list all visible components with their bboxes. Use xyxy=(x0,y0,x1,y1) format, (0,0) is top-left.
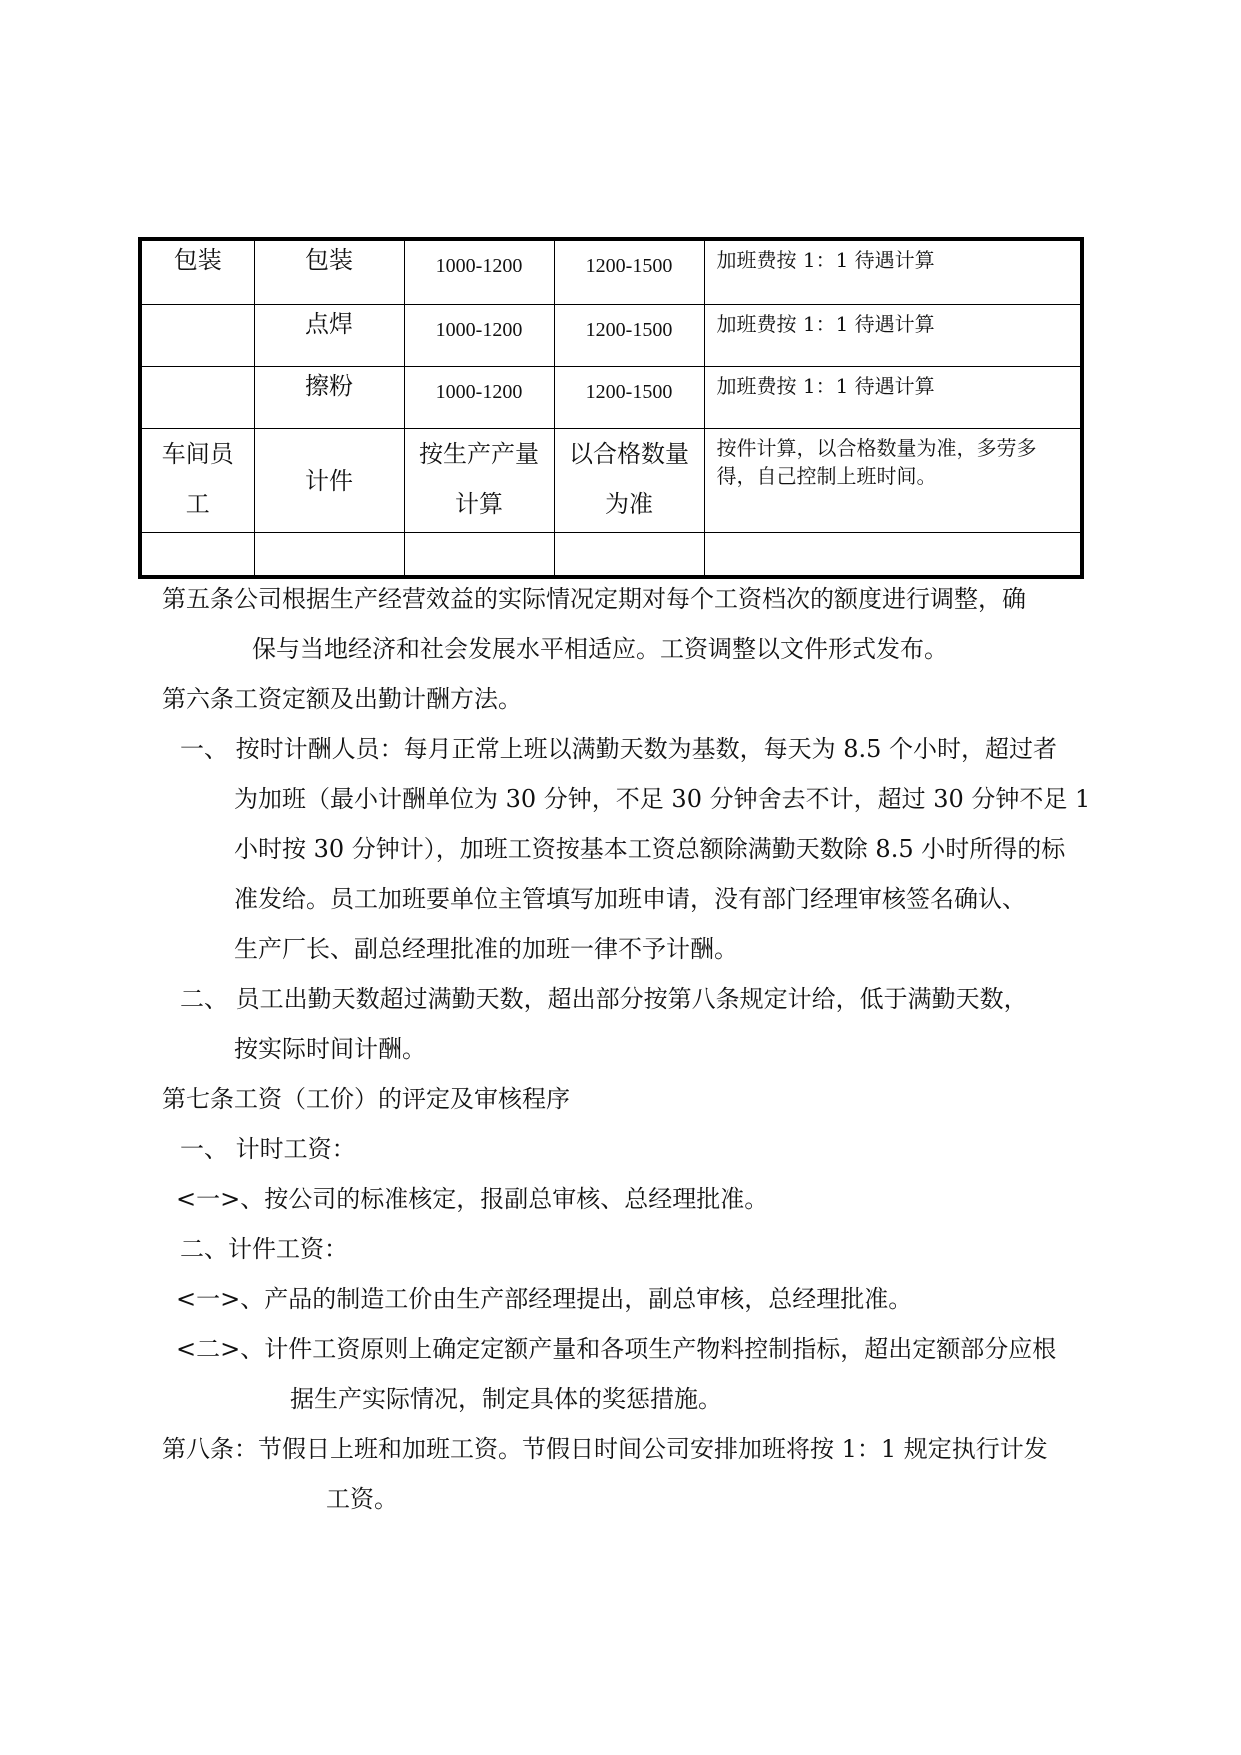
wage-range-cell: 1200-1500 xyxy=(554,305,704,367)
article-5-line: 保与当地经济和社会发展水平相适应。工资调整以文件形式发布。 xyxy=(252,635,948,663)
article-7-item-2-sub-1: <一>、产品的制造工价由生产部经理提出，副总审核，总经理批准。 xyxy=(176,1285,913,1313)
table-row xyxy=(140,305,1082,367)
table-row xyxy=(140,367,1082,429)
article-6-item-2-line: 按实际时间计酬。 xyxy=(234,1035,426,1063)
dept-cell: 包装 xyxy=(140,239,254,305)
article-8-line: 工资。 xyxy=(326,1485,398,1513)
article-7-item-1-sub-1: <一>、按公司的标准核定，报副总审核、总经理批准。 xyxy=(176,1185,769,1213)
article-6-item-2-line: 二、 员工出勤天数超过满勤天数，超出部分按第八条规定计给，低于满勤天数， xyxy=(180,985,1028,1013)
wage-range-cell: 1000-1200 xyxy=(404,305,554,367)
table-row xyxy=(140,533,1082,578)
note-cell: 加班费按 1：1 待遇计算 xyxy=(704,367,1082,429)
article-7-item-2-sub-2-line: 据生产实际情况，制定具体的奖惩措施。 xyxy=(290,1385,722,1413)
article-5-line: 第五条公司根据生产经营效益的实际情况定期对每个工资档次的额度进行调整，确 xyxy=(162,585,1026,613)
dept-line: 车间员 xyxy=(161,440,234,468)
article-8-line: 第八条：节假日上班和加班工资。节假日时间公司安排加班将按 1：1 规定执行计发 xyxy=(162,1435,1048,1463)
wage-range-cell: 1200-1500 xyxy=(554,367,704,429)
cell-line: 计算 xyxy=(455,490,503,518)
note-cell: 加班费按 1：1 待遇计算 xyxy=(704,239,1082,305)
article-6-item-1-line: 为加班（最小计酬单位为 30 分钟，不足 30 分钟舍去不计，超过 30 分钟不足 1 xyxy=(234,785,1091,813)
standard-cell xyxy=(554,429,704,533)
article-6-item-1-line: 准发给。员工加班要单位主管填写加班申请，没有部门经理审核签名确认、 xyxy=(234,885,1026,913)
empty-cell xyxy=(554,533,704,578)
job-cell: 擦粉 xyxy=(254,367,404,429)
job-cell: 点焊 xyxy=(254,305,404,367)
wage-standard-table xyxy=(138,237,1084,579)
note-line: 按件计算，以合格数量为准，多劳多 xyxy=(716,436,1037,460)
article-6-item-1-line: 小时按 30 分钟计），加班工资按基本工资总额除满勤天数除 8.5 小时所得的标 xyxy=(234,835,1066,863)
article-7-item-2: 二、计件工资： xyxy=(180,1235,348,1263)
article-6-item-1-line: 一、 按时计酬人员：每月正常上班以满勤天数为基数，每天为 8.5 个小时，超过者 xyxy=(180,735,1058,763)
empty-cell xyxy=(404,533,554,578)
article-6-item-1-line: 生产厂长、副总经理批准的加班一律不予计酬。 xyxy=(234,935,738,963)
note-cell: 加班费按 1：1 待遇计算 xyxy=(704,305,1082,367)
note-line: 得，自己控制上班时间。 xyxy=(716,464,937,488)
empty-cell xyxy=(254,533,404,578)
note-cell xyxy=(704,429,1082,533)
dept-cell xyxy=(140,305,254,367)
table-row xyxy=(140,239,1082,305)
article-7-title: 第七条工资（工价）的评定及审核程序 xyxy=(162,1085,570,1113)
wage-range-cell: 1200-1500 xyxy=(554,239,704,305)
empty-cell xyxy=(704,533,1082,578)
dept-cell xyxy=(140,367,254,429)
article-6-title: 第六条工资定额及出勤计酬方法。 xyxy=(162,685,522,713)
job-cell: 包装 xyxy=(254,239,404,305)
table-row xyxy=(140,429,1082,533)
calc-method-cell xyxy=(404,429,554,533)
dept-cell xyxy=(140,429,254,533)
wage-range-cell: 1000-1200 xyxy=(404,239,554,305)
job-cell: 计件 xyxy=(254,429,404,533)
cell-line: 以合格数量 xyxy=(569,440,689,468)
article-7-item-1: 一、 计时工资： xyxy=(180,1135,356,1163)
wage-range-cell: 1000-1200 xyxy=(404,367,554,429)
cell-line: 按生产产量 xyxy=(419,440,539,468)
cell-line: 为准 xyxy=(605,490,653,518)
article-7-item-2-sub-2-line: <二>、计件工资原则上确定定额产量和各项生产物料控制指标，超出定额部分应根 xyxy=(176,1335,1057,1363)
dept-line: 工 xyxy=(185,490,210,518)
empty-cell xyxy=(140,533,254,578)
